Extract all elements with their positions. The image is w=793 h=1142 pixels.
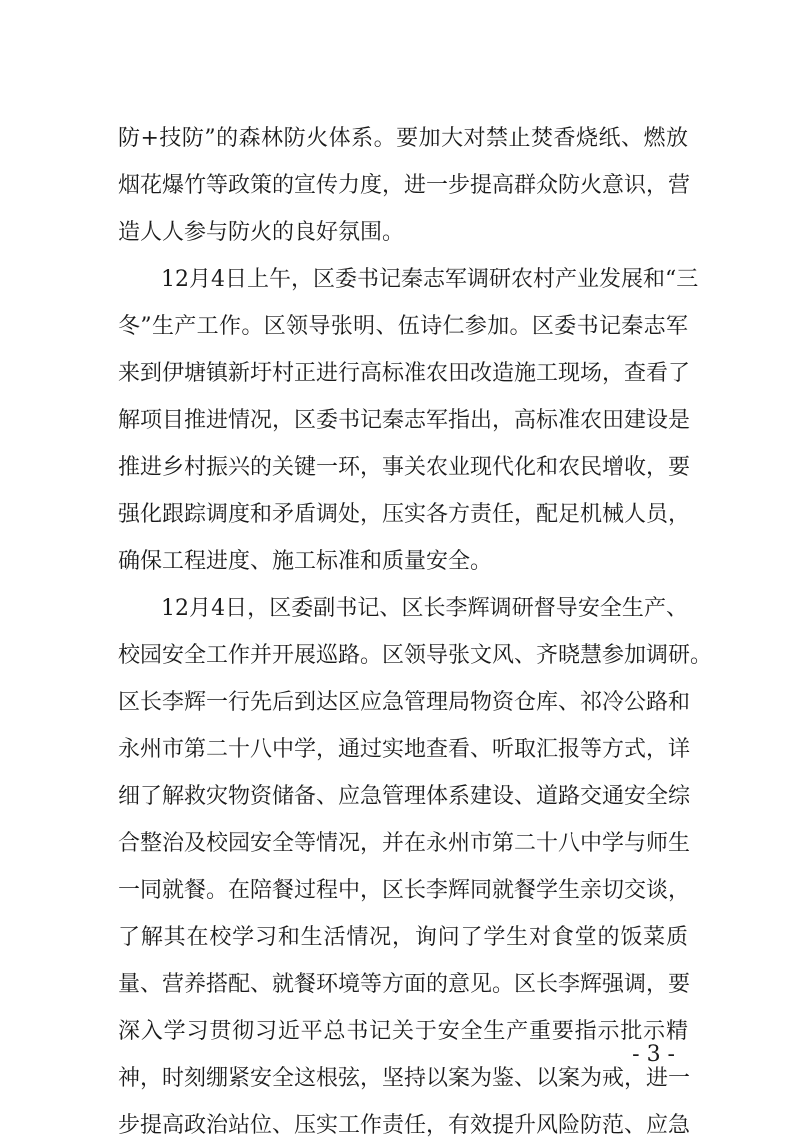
text-line: 永州市第二十八中学，通过实地查看、听取汇报等方式，详 <box>118 737 691 762</box>
text-line: 量、营养搭配、就餐环境等方面的意见。区长李辉强调，要 <box>118 972 691 997</box>
text-line: 防+技防”的森林防火体系。要加大对禁止焚香烧纸、燃放 <box>118 126 688 151</box>
text-line: 烟花爆竹等政策的宣传力度，进一步提高群众防火意识，营 <box>118 173 691 198</box>
text-line: 了解其在校学习和生活情况，询问了学生对食堂的饭菜质 <box>118 925 688 950</box>
text-line: 确保工程进度、施工标准和质量安全。 <box>118 549 493 574</box>
text-line: 来到伊塘镇新圩村正进行高标准农田改造施工现场，查看了 <box>118 361 691 386</box>
text-line: 解项目推进情况，区委书记秦志军指出，高标准农田建设是 <box>118 408 691 433</box>
text-line: 12月4日，区委副书记、区长李辉调研督导安全生产、 <box>161 596 688 621</box>
text-line: 步提高政治站位、压实工作责任，有效提升风险防范、应急 <box>118 1113 691 1138</box>
text-line: 深入学习贯彻习近平总书记关于安全生产重要指示批示精 <box>118 1019 688 1044</box>
text-line: 合整治及校园安全等情况，并在永州市第二十八中学与师生 <box>118 831 691 856</box>
text-line: 细了解救灾物资储备、应急管理体系建设、道路交通安全综 <box>118 784 691 809</box>
text-line: 区长李辉一行先后到达区应急管理局物资仓库、祁冷公路和 <box>118 690 691 715</box>
text-line: 神，时刻绷紧安全这根弦，坚持以案为鉴、以案为戒，进一 <box>118 1066 691 1091</box>
text-line: 一同就餐。在陪餐过程中，区长李辉同就餐学生亲切交谈， <box>118 878 691 903</box>
page-number: - 3 - <box>632 1042 675 1067</box>
text-line: 12月4日上午，区委书记秦志军调研农村产业发展和“三 <box>161 267 699 292</box>
text-line: 校园安全工作并开展巡路。区领导张文风、齐晓慧参加调研。 <box>118 643 713 668</box>
text-line: 强化跟踪调度和矛盾调处，压实各方责任，配足机械人员， <box>118 502 691 527</box>
text-line: 冬”生产工作。区领导张明、伍诗仁参加。区委书记秦志军 <box>118 314 688 339</box>
text-line: 造人人参与防火的良好氛围。 <box>118 220 405 245</box>
text-line: 推进乡村振兴的关键一环，事关农业现代化和农民增收，要 <box>118 455 691 480</box>
